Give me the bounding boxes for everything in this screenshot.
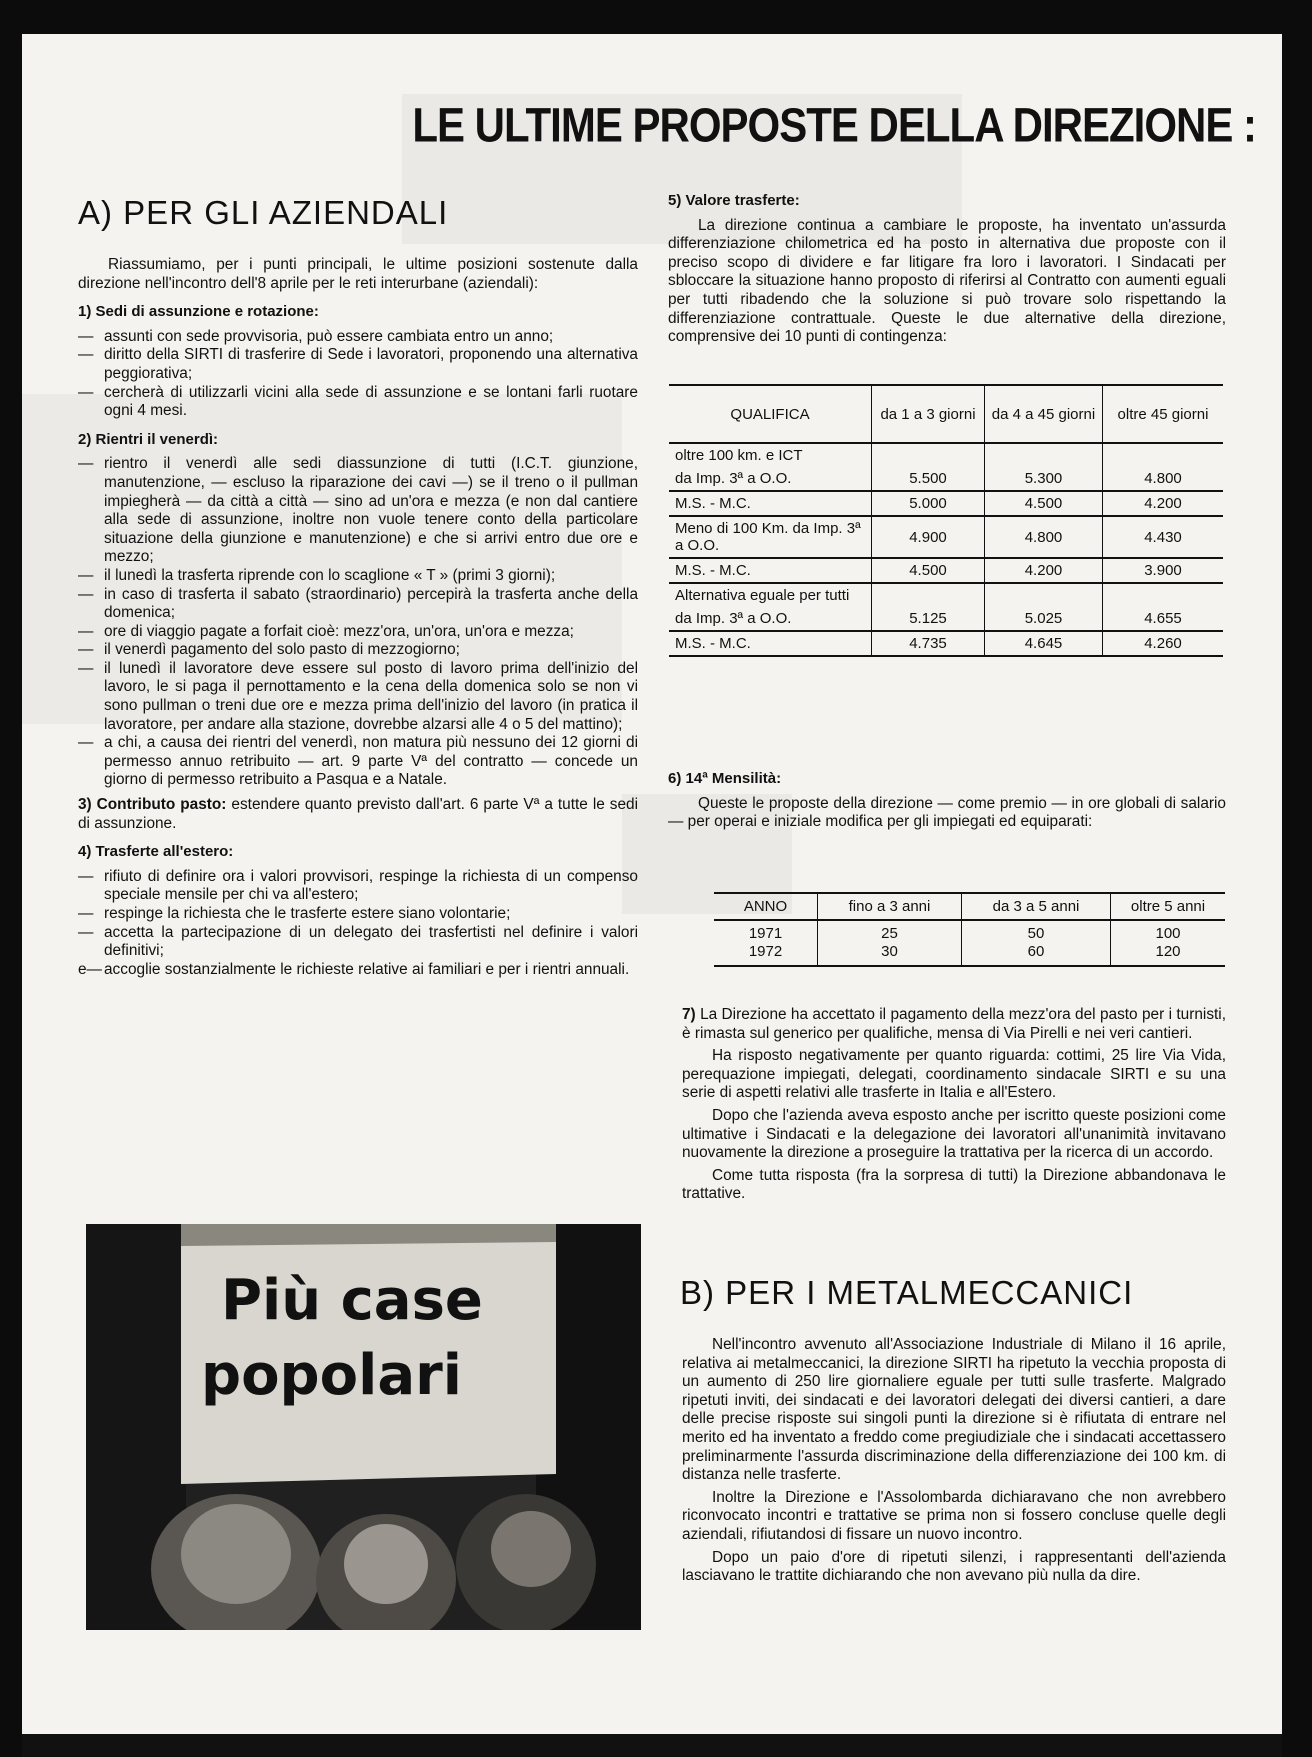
table-cell: 3.900: [1103, 558, 1224, 583]
table-row: [714, 920, 1225, 966]
table-row: [669, 607, 1223, 631]
list-item: — il lunedì il lavoratore deve essere sul posto di lavoro prima dell'inizio del lavoro, le si paga il pernottamento e la cena della domenica solo se non vi sono pullman o treni due ore e mezza prima dell'inizio del lavoro (in pratica il lavoratore, per andare alla stazione, dovrebbe alzarsi alle 4 o 5 del mattino);: [78, 660, 638, 734]
point-5-heading: 5) Valore trasferte:: [668, 192, 800, 209]
table-cell: 4.800: [1103, 467, 1224, 491]
table-cell: 4.800: [985, 516, 1103, 558]
list-item: — a chi, a causa dei rientri del venerdì, non matura più nessuno dei 12 giorni di permesso annuo retribuito — art. 9 parte Vª del contratto — concede un giorno di permesso retribuito a Pasqua e a Natale.: [78, 734, 638, 790]
table-cell: 4.645: [985, 631, 1103, 656]
protest-photo: [86, 1224, 641, 1630]
point-4-list: [78, 868, 638, 961]
table-cell: 4.500: [872, 558, 985, 583]
point-2-list: [78, 455, 638, 790]
section-b-body: [682, 1336, 1226, 1590]
table-cell: 4.500: [985, 491, 1103, 516]
right-column-lower: [682, 1006, 1226, 1208]
list-item: — il lunedì la trasferta riprende con lo scaglione « T » (primi 3 giorni);: [78, 567, 638, 586]
table-cell: [818, 920, 962, 966]
value: 50: [1027, 925, 1045, 942]
table-row: [669, 443, 1223, 467]
point-6-text: Queste le proposte della direzione — come premio — in ore globali di salario — per operai e iniziale modifica per gli impiegati ed equiparati:: [668, 794, 1226, 831]
table-header-row: [714, 893, 1225, 920]
list-item: — cercherà di utilizzarli vicini alla sede di assunzione e se lontani farli ruotare ogni 4 mesi.: [78, 384, 638, 421]
table-cell: [985, 583, 1103, 607]
table-cell: [714, 920, 818, 966]
value: 120: [1155, 943, 1181, 960]
point-7-paragraph: [682, 1006, 1226, 1043]
right-column-middle: [668, 770, 1226, 836]
intro-paragraph: Riassumiamo, per i punti principali, le ultime posizioni sostenute dalla direzione nell'incontro dell'8 aprile per le reti interurbane (aziendali):: [78, 256, 638, 292]
table-cell: 4.200: [985, 558, 1103, 583]
table-cell: da Imp. 3ª a O.O.: [669, 607, 872, 631]
table-cell: 4.200: [1103, 491, 1224, 516]
table-header: fino a 3 anni: [818, 893, 962, 920]
list-prefix: e—: [78, 960, 102, 978]
table-cell: M.S. - M.C.: [669, 491, 872, 516]
table-cell: [962, 920, 1111, 966]
table-header-row: [669, 385, 1223, 443]
point-6-heading: 6) 14ª Mensilità:: [668, 770, 782, 787]
point-1-list: [78, 328, 638, 421]
table-row: [669, 516, 1223, 558]
table-row: [669, 491, 1223, 516]
list-item: — in caso di trasferta il sabato (straordinario) percepirà la trasferta anche della domenica;: [78, 586, 638, 623]
list-item-text: accoglie sostanzialmente le richieste relative ai familiari e per i rientri annuali.: [104, 960, 630, 978]
table-cell: 4.900: [872, 516, 985, 558]
point-4-last-item: [78, 961, 638, 980]
list-item: — accetta la partecipazione di un delegato dei trasfertisti nel definire i valori definitivi;: [78, 924, 638, 961]
sign-line-2: popolari: [201, 1343, 462, 1408]
table-cell: 5.000: [872, 491, 985, 516]
list-item: — rientro il venerdì alle sedi diassunzione di tutti (I.C.T. giunzione, manutenzione, — escluso la riparazione dei cavi —) se il treno o il pullman impiegherà — da città a città — sino ad un'ora e mezza (e non dal cantiere alla sede di assunzione, inoltre non vuole tenere conto della particolare situazione della giunzione e manutenzione) e che si arrivi entro due ore e mezzo;: [78, 455, 638, 567]
table-header: QUALIFICA: [669, 385, 872, 443]
paragraph: Dopo che l'azienda aveva esposto anche per iscritto queste posizioni come ultimative i Sindacati e la delegazione dei lavoratori all'unanimità invitavano nuovamente la direzione a proseguire la trattativa per la ricerca di un accordo.: [682, 1106, 1226, 1162]
table-cell: [1103, 583, 1224, 607]
table-cell: 5.025: [985, 607, 1103, 631]
table-cell: [1111, 920, 1226, 966]
table-header: da 3 a 5 anni: [962, 893, 1111, 920]
table-cell: Meno di 100 Km. da Imp. 3ª a O.O.: [669, 516, 872, 558]
table-cell: 5.300: [985, 467, 1103, 491]
table-cell: [985, 443, 1103, 467]
list-item: — rifiuto di definire ora i valori provvisori, respinge la richiesta di un compenso speciale mensile per chi va all'estero;: [78, 868, 638, 905]
table-row: [669, 467, 1223, 491]
table-header: ANNO: [714, 893, 818, 920]
table-cell: [872, 443, 985, 467]
point-2-heading: 2) Rientri il venerdì:: [78, 430, 219, 448]
scan-right-edge: [1282, 0, 1312, 1757]
point-7-heading: 7): [682, 1006, 696, 1023]
page-headline: LE ULTIME PROPOSTE DELLA DIREZIONE :: [412, 98, 1256, 153]
right-column-top: [668, 192, 1226, 351]
table-header: oltre 45 giorni: [1103, 385, 1224, 443]
table-cell: da Imp. 3ª a O.O.: [669, 467, 872, 491]
table-cell: M.S. - M.C.: [669, 631, 872, 656]
table-cell: 4.735: [872, 631, 985, 656]
table-cell: M.S. - M.C.: [669, 558, 872, 583]
section-b-title: B) PER I METALMECCANICI: [680, 1274, 1134, 1311]
value: 100: [1155, 925, 1181, 942]
point-3-text: estendere quanto previsto dall'art. 6 parte Vª a tutte le sedi di assunzione.: [78, 796, 638, 832]
paragraph: Ha risposto negativamente per quanto riguarda: cottimi, 25 lire Via Vida, perequazione impiegati, delegati, coordinamento sindacale SIRTI e su una serie di aspetti relativi alle trasferte in Italia e all'Estero.: [682, 1047, 1226, 1102]
sign-line-1: Più case: [221, 1268, 483, 1333]
value: 30: [881, 943, 898, 960]
table-cell: [872, 583, 985, 607]
point-4-heading: 4) Trasferte all'estero:: [78, 843, 234, 861]
table-row: [669, 558, 1223, 583]
point-7-text: La Direzione ha accettato il pagamento della mezz'ora del pasto per i turnisti, è rimasta sul generico per qualifiche, mensa di Via Pirelli e nei veri cantieri.: [682, 1006, 1226, 1042]
table-cell: 4.260: [1103, 631, 1224, 656]
paragraph: Come tutta risposta (fra la sorpresa di tutti) la Direzione abbandonava le trattative.: [682, 1166, 1226, 1203]
scan-left-edge: [0, 0, 22, 1757]
transfer-values-table: [669, 384, 1223, 657]
scan-top-edge: [0, 0, 1312, 34]
point-3-paragraph: [78, 796, 638, 833]
list-item: — il venerdì pagamento del solo pasto di mezzogiorno;: [78, 641, 638, 660]
section-a-title: A) PER GLI AZIENDALI: [78, 194, 449, 231]
table-cell: 5.500: [872, 467, 985, 491]
year-1971: 1971: [748, 925, 783, 942]
table-row: [669, 583, 1223, 607]
value: 25: [881, 925, 898, 942]
table-header: oltre 5 anni: [1111, 893, 1226, 920]
list-item: — ore di viaggio pagate a forfait cioè: mezz'ora, un'ora, un'ora e mezza;: [78, 623, 638, 642]
page: [22, 34, 1282, 1734]
year-1972: 1972: [748, 943, 783, 960]
table-cell: Alternativa eguale per tutti: [675, 587, 850, 604]
protest-photo-image: [86, 1224, 641, 1630]
left-column: [78, 256, 638, 979]
table-cell: [1103, 443, 1224, 467]
table-header: da 4 a 45 giorni: [985, 385, 1103, 443]
table-cell: oltre 100 km. e ICT: [675, 447, 803, 464]
table-cell: 4.655: [1103, 607, 1224, 631]
point-3-heading: 3) Contributo pasto:: [78, 796, 227, 814]
bonus-hours-table: [714, 892, 1225, 967]
table-cell: 4.430: [1103, 516, 1224, 558]
table-row: [669, 631, 1223, 656]
point-1-heading: 1) Sedi di assunzione e rotazione:: [78, 303, 319, 321]
paragraph: Inoltre la Direzione e l'Assolombarda dichiaravano che non avrebbero riconvocato incontri e trattative se prima non si fossero concluse quelle degli aziendali, rifiutandosi di fissare un nuovo incontro.: [682, 1488, 1226, 1543]
point-5-text: La direzione continua a cambiare le proposte, ha inventato un'assurda differenziazione chilometrica ed ha posto in alternativa due proposte con il preciso scopo di dividere e far litigare fra loro i lavoratori. I Sindacati per sbloccare la situazione hanno proposto di riferirsi al Contratto con aumenti eguali per tutti ribadendo che la soluzione si può trovare solo rispettando la differenziazione contrattuale. Queste le due alternative della direzione, comprensive dei 10 punti di contingenza:: [668, 216, 1226, 346]
table-header: da 1 a 3 giorni: [872, 385, 985, 443]
value: 60: [1027, 943, 1045, 960]
list-item: — respinge la richiesta che le trasferte estere siano volontarie;: [78, 905, 638, 924]
paragraph: Nell'incontro avvenuto all'Associazione Industriale di Milano il 16 aprile, relativa ai metalmeccanici, la direzione SIRTI ha ripetuto la vecchia proposta di un aumento di 250 lire giornaliere eguale per tutti sulle trasferte. Malgrado ripetuti inviti, dei sindacati e dei lavoratori delegati dei diversi cantieri, a dare delle precise risposte sui singoli punti la direzione si è rifiutata di entrare nel merito ed ha inventato a freddo come pregiudiziale che i sindacati accettassero preliminarmente l'assurda discriminazione della differenziazione dei 100 km. di distanza nelle trasferte.: [682, 1336, 1226, 1484]
list-item: — assunti con sede provvisoria, può essere cambiata entro un anno;: [78, 328, 638, 347]
table-cell: 5.125: [872, 607, 985, 631]
paragraph: Dopo un paio d'ore di ripetuti silenzi, i rappresentanti dell'azienda lasciavano le trattite dichiarando che non avevano più nulla da dire.: [682, 1548, 1226, 1585]
list-item: — diritto della SIRTI di trasferire di Sede i lavoratori, proponendo una alternativa peggiorativa;: [78, 346, 638, 383]
